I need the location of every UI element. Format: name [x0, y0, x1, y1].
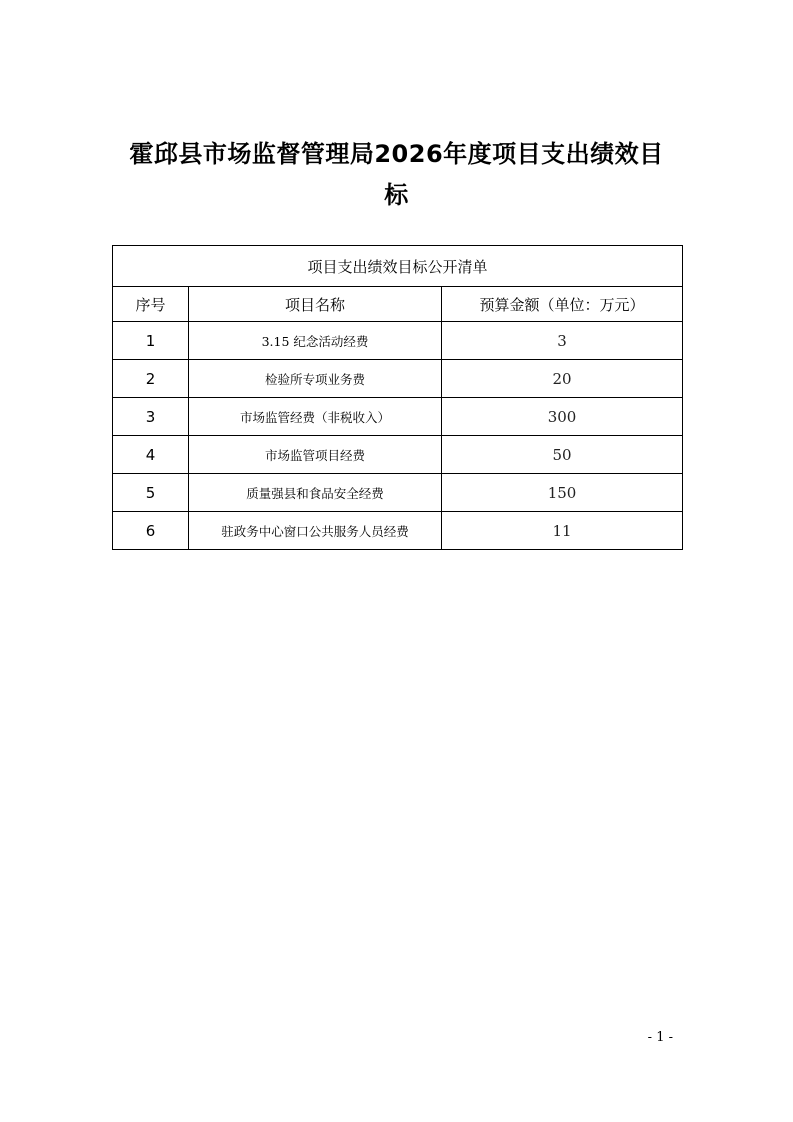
row-budget: 300 — [442, 398, 683, 436]
page-title-line-2: 标 — [384, 181, 409, 209]
row-project-name: 检验所专项业务费 — [189, 360, 442, 398]
row-index: 3 — [113, 398, 189, 436]
table-row — [113, 360, 683, 398]
row-project-name: 市场监管项目经费 — [189, 436, 442, 474]
table-caption: 项目支出绩效目标公开清单 — [113, 246, 683, 287]
table-row — [113, 436, 683, 474]
table-header-row — [113, 287, 683, 322]
table-row — [113, 512, 683, 550]
row-index: 2 — [113, 360, 189, 398]
row-budget: 50 — [442, 436, 683, 474]
table-caption-row — [113, 246, 683, 287]
row-project-name: 质量强县和食品安全经费 — [189, 474, 442, 512]
row-project-name: 3.15 纪念活动经费 — [189, 322, 442, 360]
row-budget: 150 — [442, 474, 683, 512]
table-row — [113, 398, 683, 436]
page-title — [100, 134, 693, 216]
table-row — [113, 474, 683, 512]
header-budget: 预算金额（单位：万元） — [442, 287, 683, 322]
row-budget: 20 — [442, 360, 683, 398]
row-project-name: 市场监管经费（非税收入） — [189, 398, 442, 436]
row-index: 4 — [113, 436, 189, 474]
row-budget: 11 — [442, 512, 683, 550]
performance-target-table — [112, 245, 683, 550]
page-number: - 1 - — [647, 1030, 673, 1045]
header-project-name: 项目名称 — [189, 287, 442, 322]
row-index: 1 — [113, 322, 189, 360]
table-row — [113, 322, 683, 360]
row-index: 6 — [113, 512, 189, 550]
header-index: 序号 — [113, 287, 189, 322]
row-budget: 3 — [442, 322, 683, 360]
row-project-name: 驻政务中心窗口公共服务人员经费 — [189, 512, 442, 550]
row-index: 5 — [113, 474, 189, 512]
page-title-line-1: 霍邱县市场监督管理局2026年度项目支出绩效目 — [129, 140, 664, 168]
